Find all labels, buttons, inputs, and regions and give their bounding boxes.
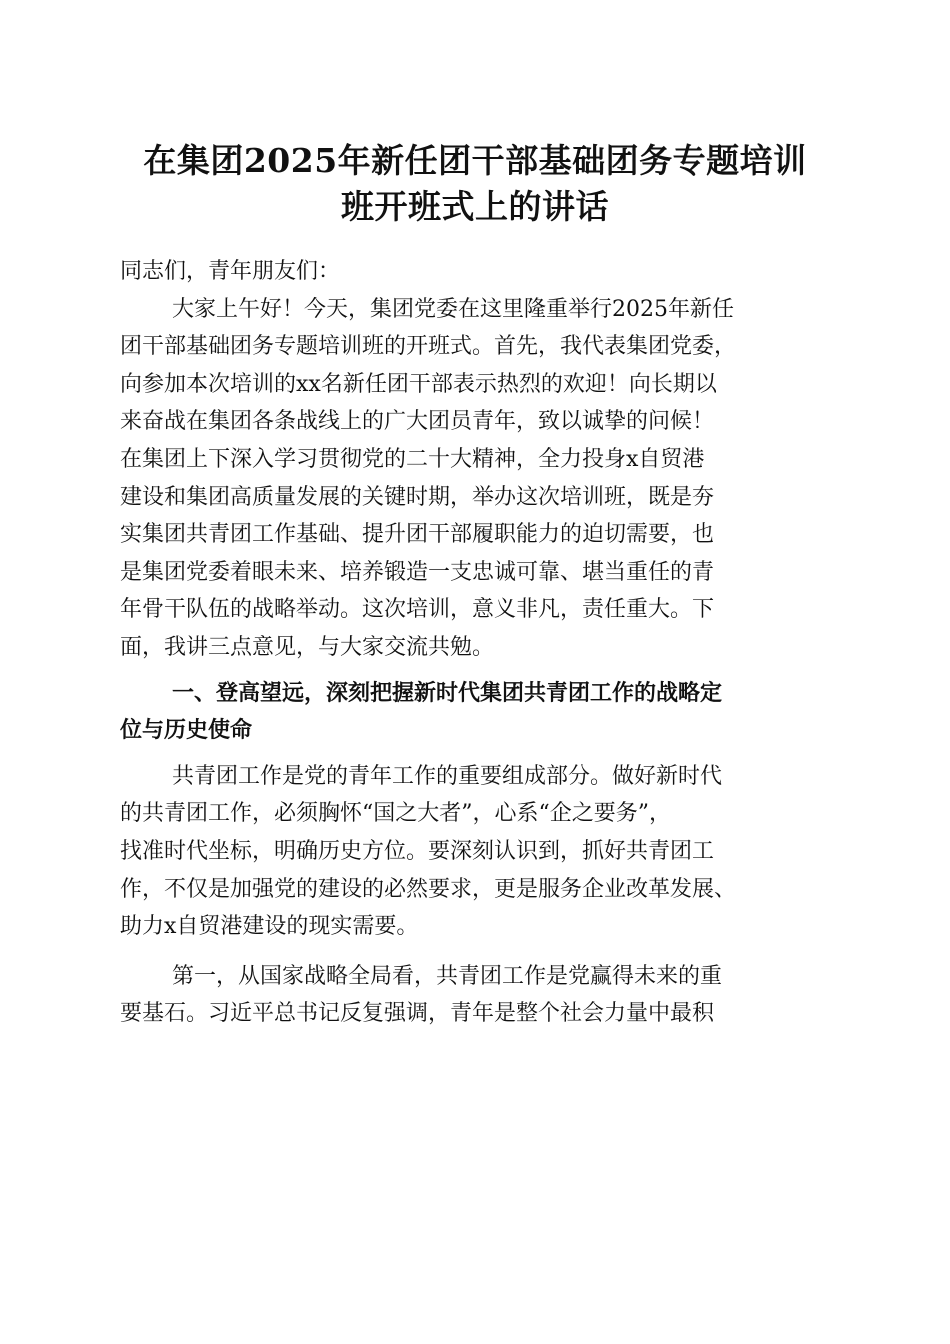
title-line-1: 在集团2025年新任团干部基础团务专题培训 (143, 141, 807, 180)
document-title (110, 138, 840, 230)
title-line-2: 班开班式上的讲话 (341, 187, 609, 226)
paragraph-1-line: 是集团党委着眼未来、培养锻造一支忠诚可靠、堪当重任的青 (120, 559, 715, 585)
section-heading-1-cont: 位与历史使命 (120, 718, 253, 744)
document-body (120, 253, 830, 1033)
paragraph-3-line: 要基石。习近平总书记反复强调，青年是整个社会力量中最积 (120, 1001, 715, 1027)
paragraph-1-line: 年骨干队伍的战略举动。这次培训，意义非凡，责任重大。下 (120, 597, 715, 623)
paragraph-1-line: 在集团上下深入学习贯彻党的二十大精神，全力投身x自贸港 (120, 446, 705, 472)
section-heading-1: 一、登高望远，深刻把握新时代集团共青团工作的战略定 (172, 680, 723, 706)
paragraph-1-line: 面，我讲三点意见，与大家交流共勉。 (120, 634, 495, 660)
paragraph-1-line: 建设和集团高质量发展的关键时期，举办这次培训班，既是夯 (120, 484, 715, 510)
paragraph-1-line: 向参加本次培训的xx名新任团干部表示热烈的欢迎！向长期以 (120, 371, 717, 397)
salutation: 同志们，青年朋友们： (120, 259, 341, 284)
paragraph-1-line: 来奋战在集团各条战线上的广大团员青年，致以诚挚的问候！ (120, 409, 715, 435)
paragraph-1-line: 大家上午好！今天，集团党委在这里隆重举行2025年新任 (172, 296, 734, 322)
paragraph-2-line: 助力x自贸港建设的现实需要。 (120, 914, 419, 940)
paragraph-1-line: 团干部基础团务专题培训班的开班式。首先，我代表集团党委， (120, 334, 737, 360)
paragraph-1-line: 实集团共青团工作基础、提升团干部履职能力的迫切需要，也 (120, 522, 715, 548)
paragraph-2-line: 共青团工作是党的青年工作的重要组成部分。做好新时代 (172, 763, 723, 789)
paragraph-2-line: 作，不仅是加强党的建设的必然要求，更是服务企业改革发展、 (120, 876, 737, 902)
paragraph-2-line: 的共青团工作，必须胸怀“国之大者”，心系“企之要务”， (120, 801, 671, 827)
paragraph-2-line: 找准时代坐标，明确历史方位。要深刻认识到，抓好共青团工 (120, 838, 715, 864)
paragraph-3-line: 第一，从国家战略全局看，共青团工作是党赢得未来的重 (172, 963, 723, 989)
